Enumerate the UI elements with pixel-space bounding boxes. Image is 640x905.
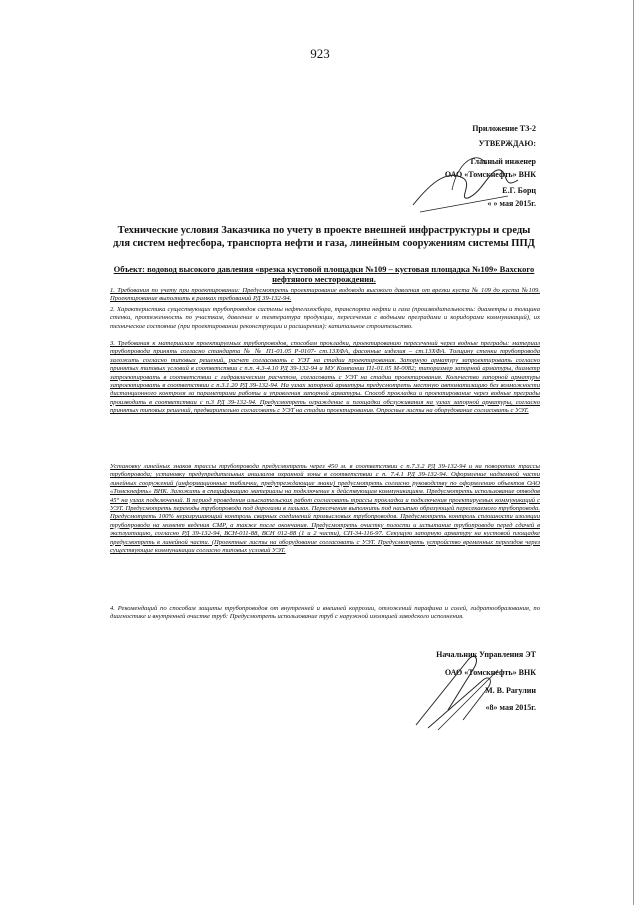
paragraph-text: 2. Характеристика существующих трубопроводов системы нефтегазосбора, транспорта нефти и газа (производительность: диаметры и толщина стенки, протяженность по участкам, давление и температура продукции, пересечения с водными преградами и коридорами коммуникаций), их техническое состояние (при проектировании реконструкции и расширения): капитальное строительство.: [110, 306, 540, 330]
paragraph-3: [110, 340, 540, 416]
object-line: Объект: водовод высокого давления «врезка кустовой площадки №109 – кустовая площадка №109» Вахского нефтяного месторождения.: [113, 264, 535, 284]
signoff-signature: [408, 640, 518, 735]
paragraph-1: [110, 287, 540, 304]
document-title: Технические условия Заказчика по учету в проекте внешней инфраструктуры и среды для систем нефтесбора, транспорта нефти и газа, линейным сооружениям системы ППД: [113, 225, 535, 249]
signoff-role: Начальник Управления ЭТ: [436, 650, 536, 659]
paragraph-5: [110, 605, 540, 622]
paragraph-text: 3. Требования к материалам проектируемых трубопроводов, способам прокладки, проектированию пересечений через водные преграды: материал трубопровода принять согласно стандарта № № П1-01.05 Р-0107- ст.13ХФА, фасонные изделия – ст.13ХФА. Толщину стенки трубопровода заложить согласно типовых решений, расчет согласовать с УЭТ на стадии проектирования. Запорную арматуру запроектировать согласно принятых типовых условий в соответствии с п.п. 4.3-4.10 РД 39-132-94 и МУ Компании П1-01.05 М-0082; типоразмер запорной арматуры, диаметр запроектировать в соответствии с гидравлическим расчетом, согласовать с УЭТ на стадии проектирования. Количество запорной арматуры запроектировать в соответствии с п.3.1.20 РД 39-132-94. На узлах запорной арматуры предусмотреть местную автоматизацию без возможности дистанционного контроля за параметрами работы и управления запорной арматуры. Способ прокладки и проектирование через водные преграды производить в соответствии с п.3 РД 39-132-94. Предусмотреть ограждение и площадки обслуживания на узлах запорной арматуры, согласно принятых типовых решений, предварительно согласовать с УЭТ на стадии проектирования. Опросные листы на оборудование согласовать с УЭТ.: [110, 340, 540, 415]
paragraph-4: [110, 463, 540, 555]
signoff-name: М. В. Рагулин: [485, 686, 536, 695]
signoff-org: ОАО «Томскнефть» ВНК: [444, 668, 536, 677]
appendix-label: Приложение ТЗ-2: [472, 124, 536, 133]
approver-signature: [408, 150, 528, 220]
approver-org: ОАО «Томскнефть» ВНК: [444, 170, 536, 179]
paragraph-text: 1. Требования по учету при проектировании: Предусмотреть проектирование водовода высокого давления от врезки куста № 109 до куста №109. Проектирование выполнить в рамках требований РД 39-132-94.: [110, 287, 540, 303]
approval-date: « » мая 2015г.: [487, 199, 536, 208]
paragraph-text: 4. Рекомендаций по способам защиты трубопроводов от внутренней и внешней коррозии, отложений парафина и солей, гидратообразования, по диагностике и внутренней очистке труб: Предусмотреть использование труб с наружной изоляцией заводского исполнения.: [110, 605, 540, 621]
approver-role: Главный инженер: [470, 157, 536, 166]
page-number: 923: [310, 46, 330, 61]
page-edge: [633, 0, 634, 905]
approve-label: УТВЕРЖДАЮ:: [478, 139, 536, 148]
signoff-date: «8» мая 2015г.: [485, 703, 536, 712]
paragraph-text: Установку линейных знаков трассы трубопровода предусмотреть через 450 м. в соответствии с п.7.3.2 РД 39-132-94 и на поворотах трассы трубопровода; установку предупредительных аншлагов охранной зоны в соответствии с п. 7.4.1 РД 39-132-94. Оформление надземной части линейных сооружений (информационные таблички, предупреждающие знаки) предусмотреть согласно руководству по оформлению объектов ОАО «Томскнефть» ВНК. Заложить в спецификацию материалы на подключение к действующим коммуникациям. Предусмотреть использование отводов 45° на узлах подключений. В период проведения изыскательских работ согласовать трассы прокладки и подключения проектируемых коммуникаций с УЭТ. Предусмотреть переходы трубопровода под дорогами в гильзах. Пересечения выполнить под насыпью образующей пересекаемого трубопровода. Предусмотреть 100% неразрушающий контроль сварных соединений промысловых трубопроводов. Предусмотреть контроль сплошности изоляции трубопровода на момент ведения СМР, а также после окончания. Предусмотреть очистку полости и испытание трубопровода перед сдачей в эксплуатацию, согласно РД 39-132-94, ВСН-011-88, ВСН 012-88 (1 и 2 части), СП-34-116-97. Секущую запорную арматуру на кустовой площадке предусмотреть в линейной части. (Проектные листы на оборудование согласовать с УЭТ. Предусмотреть устройство временных переездов через существующие коммуникации согласно типовых условий УЭТ.: [110, 463, 540, 555]
paragraph-2: [110, 306, 540, 331]
approver-name: Е.Г. Борц: [502, 186, 536, 195]
